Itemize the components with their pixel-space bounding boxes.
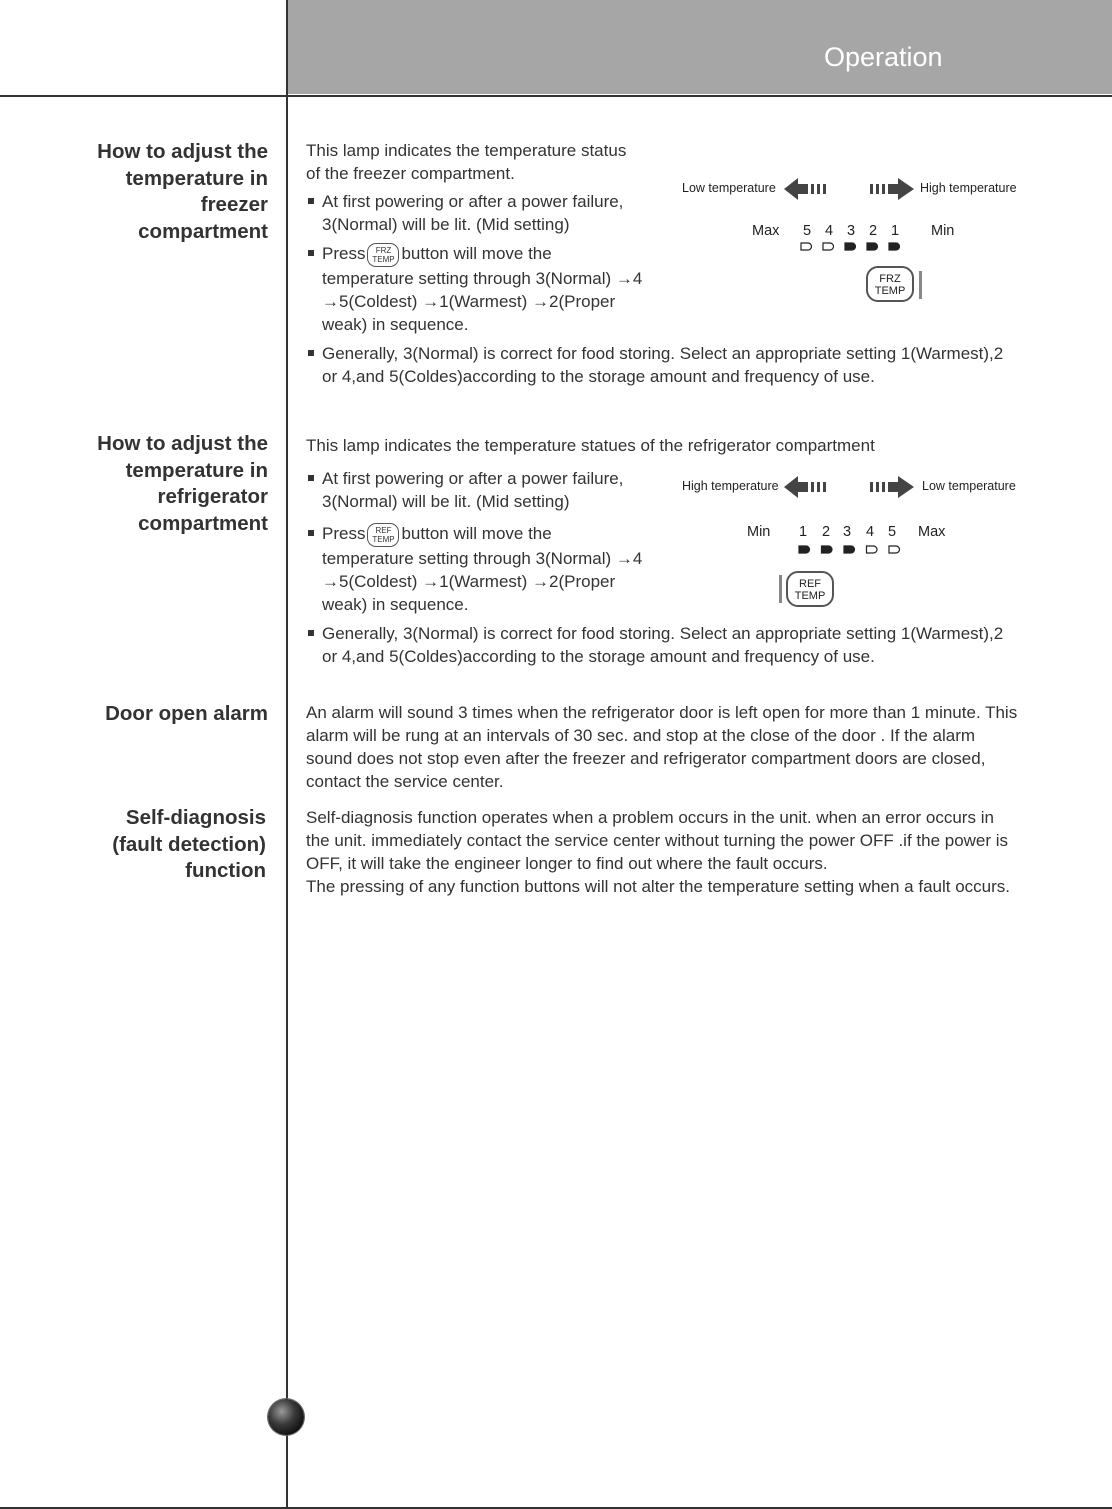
frz-temp-inline-icon: FRZ TEMP [367,243,399,267]
ref-temp-button[interactable]: REF TEMP [786,571,834,607]
freezer-general-text: Generally, 3(Normal) is correct for food storing. Select an appropriate setting 1(Warmest),2 or 4,and 5(Coldes)according to the storage amount and frequency of use. [322,344,1004,386]
lamp-lit [844,546,855,553]
freezer-level-3: 3 [847,223,856,239]
bullet-marker [308,198,314,204]
bullet-marker [308,350,314,356]
page-marker-dot [268,1399,304,1435]
freezer-low-temp-label: Low temperature [682,181,776,195]
freezer-bullet-power-line1: At first powering or after a power failure, [322,192,624,211]
refrigerator-bullet-press [322,522,642,616]
freezer-press-line2: temperature setting through 3(Normal) →4 [322,268,643,288]
refrigerator-high-temp-label: High temperature [682,479,779,493]
refrigerator-lamp-indicators [796,544,906,556]
door-alarm-title: Door open alarm [105,702,268,725]
refrigerator-level-2: 2 [822,524,831,540]
right-arrow-icon [870,176,914,202]
right-arrow-icon [870,474,914,500]
header-band [288,0,1112,94]
refrigerator-intro: This lamp indicates the temperature statues of the refrigerator compartment [306,436,875,455]
column-divider [286,0,288,1509]
refrigerator-section-title: How to adjust the temperature in refrigerator compartment [97,432,268,535]
bullet-marker [308,630,314,636]
left-arrow-icon [784,176,828,202]
left-arrow-icon [784,474,828,500]
freezer-section-title: How to adjust the temperature in freezer compartment [97,140,268,243]
refrigerator-scale-max: Max [918,524,946,540]
self-diagnosis-text [306,806,1018,898]
refrigerator-bullet-power-line1: At first powering or after a power failure, [322,469,624,488]
button-edge-mark [779,575,782,603]
self-diagnosis-title: Self-diagnosis (fault detection) function [112,806,266,882]
lamp-lit [799,546,810,553]
refrigerator-level-1: 1 [799,524,808,540]
freezer-bullet-power-line2: 3(Normal) will be lit. (Mid setting) [322,215,570,234]
freezer-bullet-power [322,190,623,236]
refrigerator-press-after: button will move the [401,524,552,543]
lamp-unlit [823,243,834,250]
freezer-intro-line2: of the freezer compartment. [306,164,515,183]
refrigerator-bullet-general [322,622,1012,668]
lamp-lit [889,243,900,250]
button-edge-mark [919,271,922,299]
page-title: Operation [824,42,943,72]
freezer-lamp-indicators [798,241,908,253]
refrigerator-bullet-power [322,467,623,513]
freezer-scale-max: Max [752,223,780,239]
self-diagnosis-text-2: The pressing of any function buttons will not alter the temperature setting when a fault occurs. [306,877,1010,896]
refrigerator-level-5: 5 [888,524,897,540]
refrigerator-press-line3: →5(Coldest) →1(Warmest) →2(Proper [322,571,616,591]
lamp-lit [867,243,878,250]
freezer-intro-line1: This lamp indicates the temperature status [306,141,627,160]
lamp-unlit [867,546,878,553]
refrigerator-level-4: 4 [866,524,875,540]
freezer-level-1: 1 [891,223,900,239]
freezer-bullet-general [322,342,1012,388]
bullet-marker [308,530,314,536]
lamp-unlit [801,243,812,250]
bullet-marker [308,475,314,481]
top-divider [0,95,1112,97]
bullet-marker [308,250,314,256]
lamp-lit [845,243,856,250]
refrigerator-level-3: 3 [843,524,852,540]
freezer-press-after: button will move the [401,244,552,263]
frz-temp-button[interactable]: FRZ TEMP [866,266,914,302]
freezer-press-line4: weak) in sequence. [322,314,469,334]
refrigerator-press-line2: temperature setting through 3(Normal) →4 [322,548,643,568]
refrigerator-press-word: Press [322,524,366,543]
refrigerator-scale-min: Min [747,524,771,540]
freezer-bullet-press [322,242,642,336]
refrigerator-press-line4: weak) in sequence. [322,594,469,614]
freezer-high-temp-label: High temperature [920,181,1017,195]
door-alarm-text: An alarm will sound 3 times when the refrigerator door is left open for more than 1 minute. This alarm will be rung at an intervals of 30 sec. and stop at the close of the door . If the alarm sound does not stop even after the freezer and refrigerator compartment doors are closed, contact the service center. [306,703,1018,791]
freezer-level-2: 2 [869,223,878,239]
lamp-lit [822,546,833,553]
refrigerator-low-temp-label: Low temperature [922,479,1016,493]
refrigerator-bullet-power-line2: 3(Normal) will be lit. (Mid setting) [322,492,570,511]
freezer-press-line3: →5(Coldest) →1(Warmest) →2(Proper [322,291,616,311]
freezer-press-word: Press [322,244,366,263]
freezer-level-4: 4 [825,223,834,239]
freezer-level-5: 5 [803,223,812,239]
freezer-scale-min: Min [931,223,955,239]
ref-temp-inline-icon: REF TEMP [367,523,399,547]
lamp-unlit [889,546,900,553]
refrigerator-general-text: Generally, 3(Normal) is correct for food storing. Select an appropriate setting 1(Warmest),2 or 4,and 5(Coldes)according to the storage amount and frequency of use. [322,624,1004,666]
self-diagnosis-text-1: Self-diagnosis function operates when a problem occurs in the unit. when an error occurs in the unit. immediately contact the service center without turning the power OFF .if the power is OFF, it will take the engineer longer to find out where the fault occurs. [306,808,1009,873]
